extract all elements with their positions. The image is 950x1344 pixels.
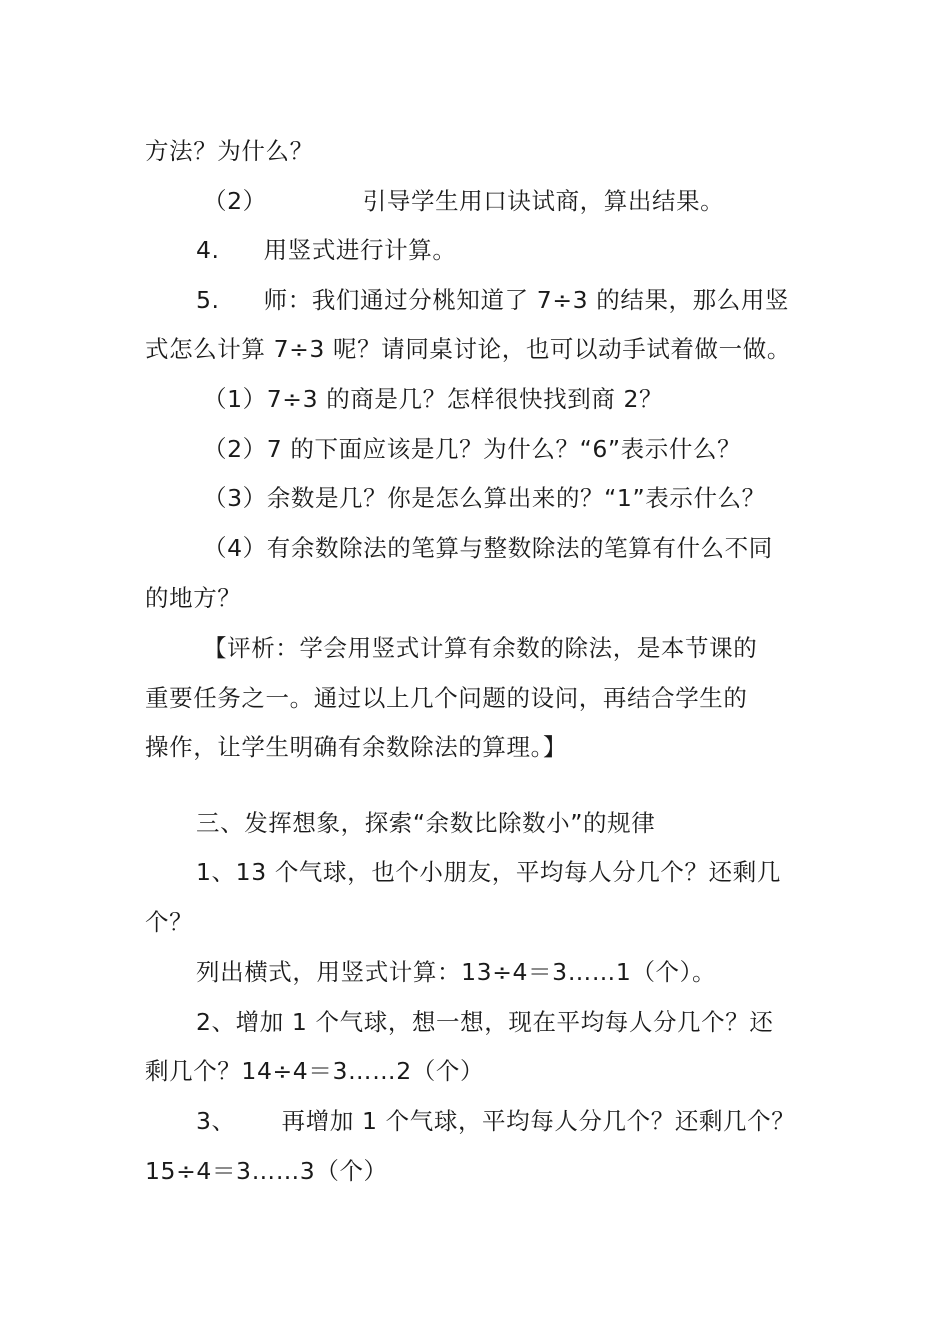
item-text: 再增加 1 个气球，平均每人分几个？还剩几个？ (281, 1107, 796, 1135)
step-5-continuation: 式怎么计算 7÷3 呢？请同桌讨论，也可以动手试着做一做。 (145, 335, 791, 363)
sub-question-4: （4）有余数除法的笔算与整数除法的笔算有什么不同 (203, 534, 773, 562)
item-number: （2） (203, 187, 267, 215)
sub-question-1: （1）7÷3 的商是几？怎样很快找到商 2？ (203, 385, 664, 413)
sub-question-4-continuation: 的地方？ (145, 584, 242, 612)
problem-3-line (196, 1106, 810, 1136)
problem-3-equation: 15÷4＝3……3（个） (145, 1157, 388, 1185)
item-text: 师：我们通过分桃知道了 7÷3 的结果，那么用竖 (263, 286, 790, 314)
item-text: 引导学生用口诀试商，算出结果。 (362, 187, 725, 215)
sub-question-3: （3）余数是几？你是怎么算出来的？“1”表示什么？ (203, 484, 766, 512)
sub-question-2: （2）7 的下面应该是几？为什么？“6”表示什么？ (203, 435, 742, 463)
step-4-line (196, 235, 810, 265)
item-number: 3、 (196, 1107, 236, 1135)
problem-2-line: 2、增加 1 个气球，想一想，现在平均每人分几个？还 (196, 1008, 774, 1036)
item-number: 5. (196, 286, 220, 314)
paragraph-line-1: 方法？为什么？ (145, 137, 314, 165)
question-2-line (203, 186, 810, 216)
step-5-line (196, 285, 810, 315)
problem-1-line: 1、13 个气球，也个小朋友，平均每人分几个？还剩几 (196, 858, 781, 886)
problem-1-continuation: 个？ (145, 908, 194, 936)
commentary-line-2: 重要任务之一。通过以上几个问题的设问，再结合学生的 (145, 684, 748, 712)
problem-2-continuation: 剩几个？14÷4＝3……2（个） (145, 1057, 485, 1085)
commentary-line-3: 操作，让学生明确有余数除法的算理。】 (145, 733, 568, 761)
commentary-line-1: 【评析：学会用竖式计算有余数的除法，是本节课的 (203, 634, 758, 662)
section-3-heading: 三、发挥想象，探索“余数比除数小”的规律 (196, 809, 656, 837)
problem-1-equation: 列出横式，用竖式计算：13÷4＝3……1（个）。 (196, 958, 717, 986)
item-number: 4. (196, 236, 220, 264)
item-text: 用竖式进行计算。 (263, 236, 457, 264)
